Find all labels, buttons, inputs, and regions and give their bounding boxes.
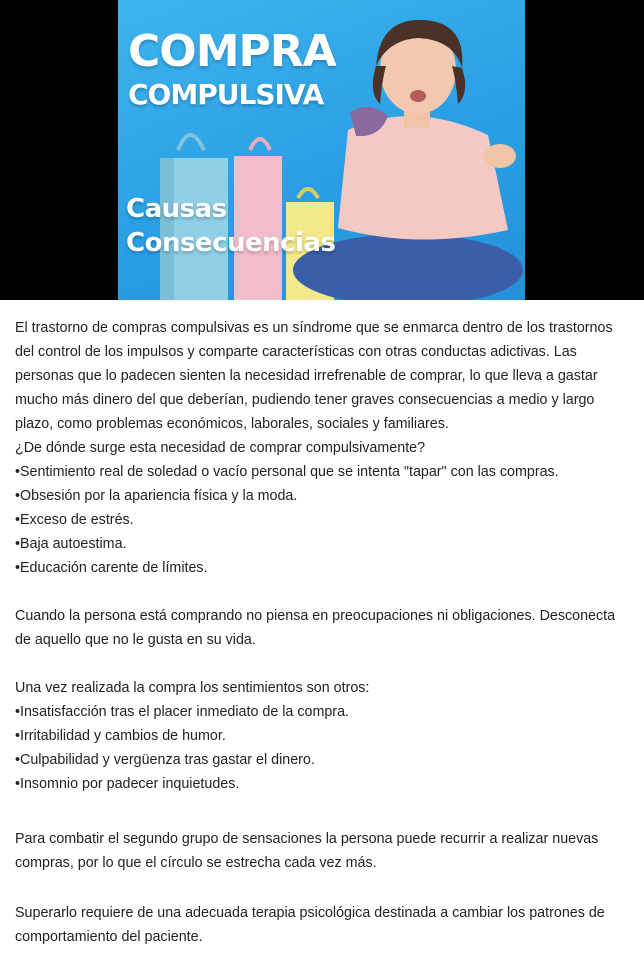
hero-title-line1: COMPRA — [128, 26, 336, 77]
list-item: •Insatisfacción tras el placer inmediato de la compra. — [15, 704, 349, 720]
list-item: •Irritabilidad y cambios de humor. — [15, 728, 226, 744]
article-body — [15, 316, 629, 949]
paragraph-therapy: Superarlo requiere de una adecuada terapia psicológica destinada a cambiar los patrones de comportamiento del paciente. — [15, 905, 605, 945]
causes-list — [15, 460, 629, 580]
feelings-list — [15, 700, 629, 796]
list-item: •Baja autoestima. — [15, 536, 127, 552]
paragraph-disconnect: Cuando la persona está comprando no piensa en preocupaciones ni obligaciones. Desconecta de aquello que no le gusta en su vida. — [15, 608, 616, 648]
spacer — [15, 875, 629, 901]
shopping-bag-icon — [234, 139, 282, 300]
spacer — [15, 652, 629, 676]
hero-title-line2: COMPULSIVA — [128, 78, 324, 111]
list-item: •Culpabilidad y vergüenza tras gastar el dinero. — [15, 752, 315, 768]
list-item: •Obsesión por la apariencia física y la moda. — [15, 488, 298, 504]
question-heading: ¿De dónde surge esta necesidad de comprar compulsivamente? — [15, 440, 426, 456]
hero-subtitle-causes: Causas — [126, 194, 227, 224]
intro-paragraph: El trastorno de compras compulsivas es un síndrome que se enmarca dentro de los trastornos del control de los impulsos y comparte características con otras conductas adictivas. Las personas que lo padecen sienten la necesidad irrefrenable de comprar, lo que lleva a gastar mucho más dinero del que deberían, pudiendo tener graves consecuencias a medio y largo plazo, como problemas económicos, laborales, sociales y familiares. — [15, 320, 613, 432]
hero-image — [118, 0, 525, 300]
list-item: •Exceso de estrés. — [15, 512, 134, 528]
list-item: •Sentimiento real de soledad o vacío personal que se intenta "tapar" con las compras. — [15, 464, 559, 480]
list-item: •Educación carente de límites. — [15, 560, 208, 576]
hero-subtitle-consequences: Consecuencias — [126, 228, 336, 258]
spacer — [15, 796, 629, 827]
paragraph-cycle: Para combatir el segundo grupo de sensaciones la persona puede recurrir a realizar nuevas compras, por lo que el círculo se estrecha cada vez más. — [15, 831, 599, 871]
spacer — [15, 580, 629, 604]
list-item: •Insomnio por padecer inquietudes. — [15, 776, 240, 792]
feelings-intro: Una vez realizada la compra los sentimientos son otros: — [15, 680, 370, 696]
